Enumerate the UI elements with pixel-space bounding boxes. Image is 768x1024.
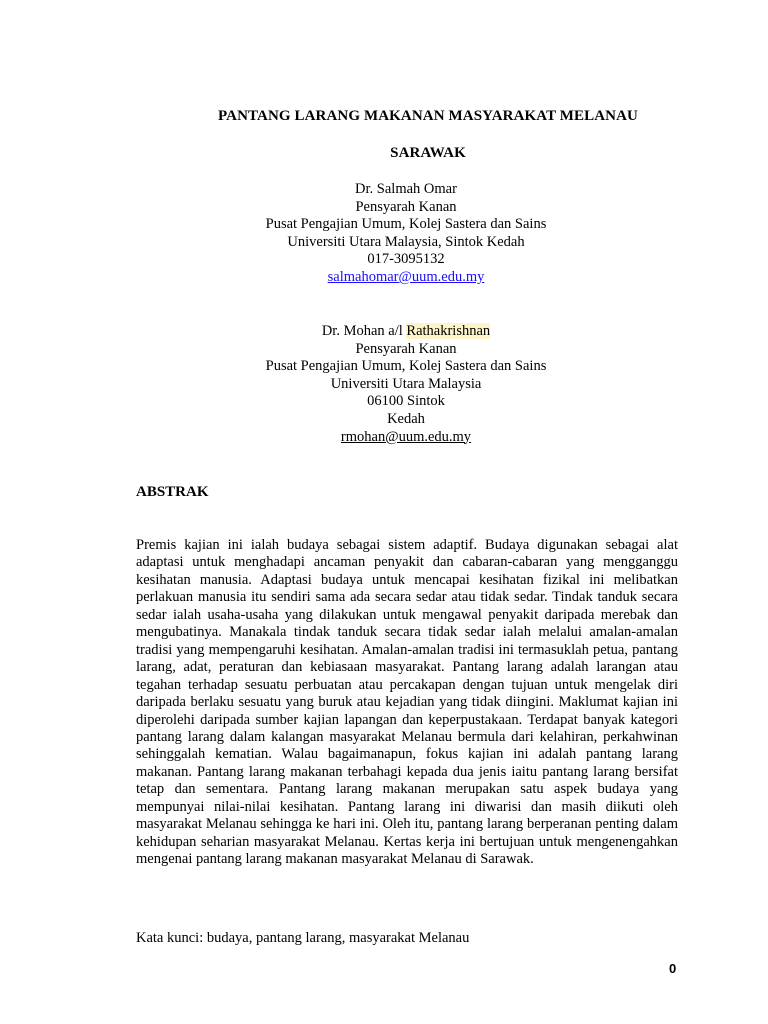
author-2-name (0, 323, 768, 341)
abstract-body: Premis kajian ini ialah budaya sebagai sistem adaptif. Budaya digunakan sebagai alat adaptasi untuk menghadapi ancaman penyakit dan cabaran-cabaran yang mengganggu kesihatan manusia. Adaptasi budaya untuk mencapai kesihatan fizikal ini melibatkan perlakuan manusia itu sendiri sama ada secara sedar atau tidak sedar. Tindak tanduk secara sedar ialah usaha-usaha yang dilakukan untuk mengawal penyakit daripada merebak dan mengubatinya. Manakala tindak tanduk secara tidak sedar ialah melalui amalan-amalan tradisi yang mempengaruhi kesihatan. Amalan-amalan tradisi ini termasuklah petua, pantang larang, adat, peraturan dan kebiasaan masyarakat. Pantang larang adalah larangan atau tegahan terhadap sesuatu perbuatan atau percakapan dengan tujuan untuk mengelak diri daripada berlaku sesuatu yang buruk atau kejadian yang tidak diingini. Maklumat kajian ini diperolehi daripada sumber kajian lapangan dan keperpustakaan. Terdapat banyak kategori pantang larang dalam kalangan masyarakat Melanau bermula dari kelahiran, perkahwinan sehinggalah kematian. Walau bagaimanapun, fokus kajian ini adalah pantang larang makanan. Pantang larang makanan terbahagi kepada dua jenis iaitu pantang larang bersifat tetap dan sementara. Pantang larang makanan merupakan satu aspek budaya yang mempunyai nilai-nilai kesihatan. Pantang larang ini diwarisi dan masih diikuti oleh masyarakat Melanau sehingga ke hari ini. Oleh itu, pantang larang berperanan penting dalam kehidupan seharian masyarakat Melanau. Kertas kerja ini bertujuan untuk mengenengahkan mengenai pantang larang makanan masyarakat Melanau di Sarawak. (136, 537, 678, 868)
author-1-university: Universiti Utara Malaysia, Sintok Kedah (287, 233, 525, 250)
author-1-position: Pensyarah Kanan (355, 198, 457, 215)
author-2-name-highlighted: Rathakrishnan (406, 323, 491, 339)
author-2-postcode-town: 06100 Sintok (367, 393, 445, 410)
author-1-department: Pusat Pengajian Umum, Kolej Sastera dan Sains (265, 216, 547, 233)
author-2-university: Universiti Utara Malaysia (330, 375, 482, 392)
author-2-state: Kedah (387, 410, 425, 427)
abstract-heading: ABSTRAK (136, 484, 209, 500)
keywords-line: Kata kunci: budaya, pantang larang, masyarakat Melanau (136, 930, 470, 946)
author-2-block (0, 323, 768, 446)
author-1-email-link[interactable]: salmahomar@uum.edu.my (327, 268, 485, 285)
author-1-phone: 017-3095132 (367, 251, 445, 268)
author-2-name-prefix: Dr. Mohan a/l (321, 323, 407, 339)
author-2-position: Pensyarah Kanan (355, 340, 457, 357)
author-1-name: Dr. Salmah Omar (355, 181, 457, 197)
author-2-email-link[interactable]: rmohan@uum.edu.my (340, 428, 472, 445)
page-number: 0 (669, 961, 677, 976)
author-2-department: Pusat Pengajian Umum, Kolej Sastera dan Sains (265, 358, 547, 375)
paper-title-line-1: PANTANG LARANG MAKANAN MASYARAKAT MELANAU (218, 108, 638, 124)
author-1-block (0, 181, 768, 287)
paper-title-line-2: SARAWAK (390, 145, 466, 161)
